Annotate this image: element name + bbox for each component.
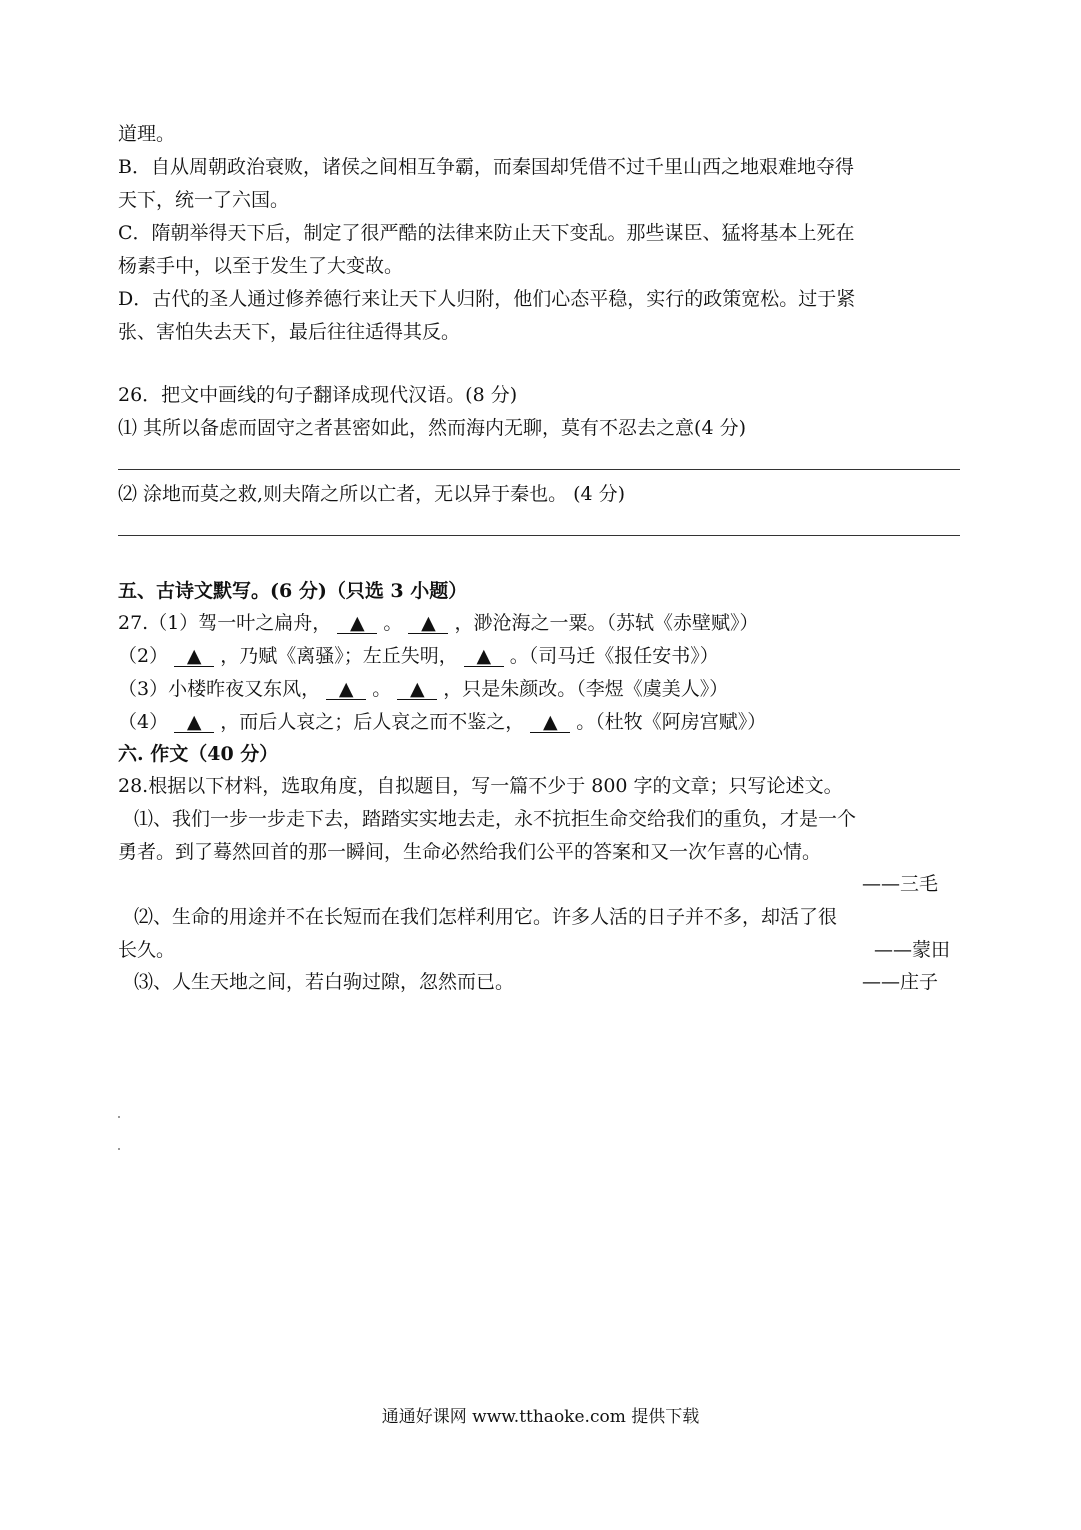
q28-material3-line1: ⑶、人生天地之间，若白驹过隙，忽然而已。 xyxy=(134,971,515,993)
q27-l2-b: ，乃赋《离骚》；左丘失明， xyxy=(220,645,458,667)
q27-line4 xyxy=(118,709,766,735)
answer-blank: ▲ xyxy=(174,646,214,667)
q27-line2 xyxy=(118,643,719,669)
q28-material1-author: ——三毛 xyxy=(862,873,939,895)
q28-stem: 28.根据以下材料，选取角度，自拟题目，写一篇不少于 800 字的文章；只写论述文。 xyxy=(118,775,843,797)
section6-heading: 六. 作文（40 分） xyxy=(118,743,279,765)
q27-l4-c: 。（杜牧《阿房宫赋》） xyxy=(576,711,767,733)
q27-l1-b: 。 xyxy=(383,612,403,634)
answer-blank: ▲ xyxy=(464,646,504,667)
option-c-line2: 杨素手中，以至于发生了大变故。 xyxy=(118,255,404,277)
q28-material2-line2: 长久。 xyxy=(118,939,176,961)
q26-item2: ⑵ 涂地而莫之救,则夫隋之所以亡者，无以异于秦也。 (4 分) xyxy=(118,483,626,505)
answer-blank: ▲ xyxy=(337,613,377,634)
q27-line1 xyxy=(118,610,759,636)
option-c-line1: C．隋朝举得天下后，制定了很严酷的法律来防止天下变乱。那些谋臣、猛将基本上死在 xyxy=(118,222,855,244)
q28-material2-author: ——蒙田 xyxy=(874,939,951,961)
q27-l3-c: ，只是朱颜改。（李煜《虞美人》） xyxy=(443,678,729,700)
page-footer: 通通好课网 www.tthaoke.com 提供下载 xyxy=(381,1407,700,1427)
section5-heading: 五、古诗文默写。(6 分)（只选 3 小题） xyxy=(118,580,468,602)
q27-l3-b: 。 xyxy=(372,678,392,700)
q28-material2-line1: ⑵、生命的用途并不在长短而在我们怎样利用它。许多人活的日子并不多，却活了很 xyxy=(134,906,838,928)
option-b-line1: B．自从周朝政治衰败，诸侯之间相互争霸，而秦国却凭借不过千里山西之地艰难地夺得 xyxy=(118,156,854,178)
option-d-line2: 张、害怕失去天下，最后往往适得其反。 xyxy=(118,321,461,343)
scan-speck xyxy=(118,1148,120,1150)
q26-answer-line-2 xyxy=(118,535,960,536)
q27-l1-c: ，渺沧海之一粟。（苏轼《赤壁赋》） xyxy=(454,612,759,634)
answer-blank: ▲ xyxy=(530,712,570,733)
q27-line3 xyxy=(118,676,728,702)
answer-blank: ▲ xyxy=(326,679,366,700)
q28-material1-line1: ⑴、我们一步一步走下去，踏踏实实地去走，永不抗拒生命交给我们的重负，才是一个 xyxy=(134,808,857,830)
scan-speck xyxy=(118,1116,120,1118)
q28-material3-author: ——庄子 xyxy=(862,971,939,993)
option-a-tail: 道理。 xyxy=(118,123,176,145)
q26-stem: 26．把文中画线的句子翻译成现代汉语。(8 分) xyxy=(118,384,518,406)
q26-answer-line-1 xyxy=(118,469,960,470)
q27-l3-a: （3）小楼昨夜又东风， xyxy=(118,678,321,700)
q27-l2-a: （2） xyxy=(118,645,169,667)
q26-item1: ⑴ 其所以备虑而固守之者甚密如此，然而海内无聊，莫有不忍去之意(4 分) xyxy=(118,417,746,439)
option-b-line2: 天下，统一了六国。 xyxy=(118,189,290,211)
answer-blank: ▲ xyxy=(174,712,214,733)
q27-l1-a: 27.（1）驾一叶之扁舟， xyxy=(118,612,332,634)
q28-material1-line2: 勇者。到了蓦然回首的那一瞬间，生命必然给我们公平的答案和又一次乍喜的心情。 xyxy=(118,841,822,863)
q27-l4-a: （4） xyxy=(118,711,169,733)
answer-blank: ▲ xyxy=(408,613,448,634)
option-d-line1: D．古代的圣人通过修养德行来让天下人归附，他们心态平稳，实行的政策宽松。过于紧 xyxy=(118,288,856,310)
q27-l2-c: 。（司马迁《报任安书》） xyxy=(509,645,719,667)
q27-l4-b: ，而后人哀之；后人哀之而不鉴之， xyxy=(220,711,525,733)
answer-blank: ▲ xyxy=(397,679,437,700)
